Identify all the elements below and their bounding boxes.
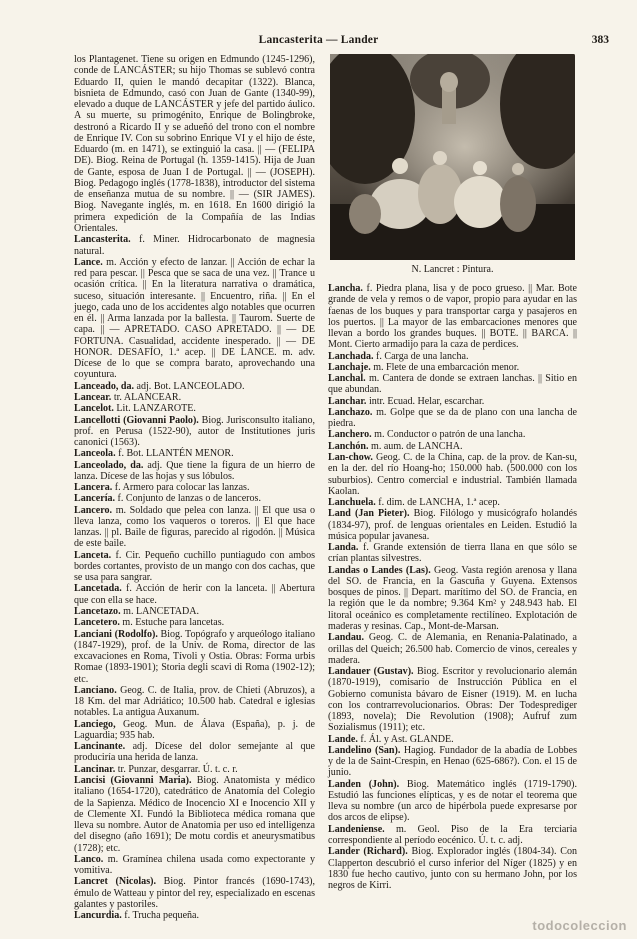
dictionary-entry bbox=[328, 632, 577, 666]
entry-definition: f. Grande extensión de tierra llana en que sólo se crían plantas silvestres. bbox=[328, 542, 578, 565]
watermark-logo: todocoleccion bbox=[532, 918, 627, 933]
entry-definition: m. aum. de LANCHA. bbox=[371, 440, 463, 452]
entry-definition: f. Cir. Pequeño cuchillo puntiagudo con ambos bordes cortantes, provisto de un mango con dos cachas, que se usa para sangrar. bbox=[74, 549, 315, 584]
dictionary-entry bbox=[328, 429, 577, 440]
entry-headword: Lanchero. bbox=[328, 429, 372, 441]
dictionary-entry bbox=[74, 910, 315, 921]
entry-headword: Lancha. bbox=[328, 283, 363, 294]
entry-headword: Lanciego, bbox=[74, 718, 116, 730]
entry-definition: f. Miner. Hidrocarbonato de magnesia natural. bbox=[74, 234, 316, 257]
entry-definition: Biog. Filólogo y musicógrafo holandés (1834-97), prof. de lenguas orientales en Leiden. Estudió la música popular javanesa. bbox=[328, 508, 577, 542]
entry-headword: Lanchaje. bbox=[328, 361, 371, 373]
entry-headword: Landa. bbox=[328, 542, 359, 554]
entry-definition: Biog. Jurisconsulto italiano, prof. en Perusa (1522-90), autor de Institutiones juris canonici (1563). bbox=[74, 414, 315, 449]
dictionary-entry bbox=[74, 719, 315, 742]
entry-definition: f. Ál. y Ast. GLANDE. bbox=[360, 733, 454, 745]
entry-headword: Landeniense. bbox=[328, 823, 385, 835]
dictionary-entry bbox=[74, 448, 315, 459]
entry-headword: Landau. bbox=[328, 632, 365, 644]
entry-definition: f. Piedra plana, lisa y de poco grueso. || Mar. Bote grande de vela y remos o de vapor, propio para ayudar en las faenas de los buques y para transportar carga y pasajeros en los puertos. || La mayor de las embarcaciones menores que llevan a bordo los grandes buques. || BOTE. || BARCA. || Mont. Cierto armadijo para la caza de perdices. bbox=[328, 283, 577, 351]
entry-definition: Biog. Explorador inglés (1804-34). Con Clapperton descubrió el curso inferior del Níger (1825) y en 1830 fue hecho cautivo, junto con su hermano John, por los negros de Kirri. bbox=[328, 846, 577, 892]
entry-definition: Geog. C. de la China, cap. de la prov. de Kan-su, en la der. del río Hoang-ho; 150.000 hab. (500.000 con los suburbios). Centro comercial e industrial. También llamada Kaolan. bbox=[328, 451, 578, 497]
entry-definition: f. Conjunto de lanzas o de lanceros. bbox=[117, 493, 261, 505]
entry-definition: Biog. Pintor francés (1690-1743), émulo de Watteau y pintor del rey, especializado en escenas galantes y pastoriles. bbox=[74, 876, 316, 910]
dictionary-entry bbox=[74, 257, 315, 381]
dictionary-entry bbox=[328, 373, 577, 396]
entry-definition: Hagiog. Fundador de la abadía de Lobbes y de la de Saint-Crespin, en Henao (625-686?). Con. el 15 de junio. bbox=[328, 744, 578, 779]
dictionary-entry bbox=[74, 583, 315, 606]
entry-definition: intr. Ecuad. Helar, escarchar. bbox=[368, 395, 485, 407]
dictionary-entry bbox=[74, 381, 315, 392]
dictionary-entry bbox=[74, 482, 315, 493]
entry-headword: Lancero. bbox=[74, 504, 113, 516]
entry-headword: Landauer (Gustav). bbox=[328, 666, 414, 678]
entry-headword: Lancasterita. bbox=[74, 234, 131, 246]
dictionary-entry bbox=[328, 441, 577, 452]
dictionary-entry bbox=[74, 54, 315, 234]
dictionary-entry bbox=[328, 452, 577, 497]
entry-definition: f. Bot. LLANTÉN MENOR. bbox=[118, 448, 234, 460]
dictionary-entry bbox=[74, 505, 315, 550]
entry-definition: tr. ALANCEAR. bbox=[113, 391, 182, 403]
entry-headword: Lanceado, da. bbox=[74, 380, 135, 392]
left-column bbox=[74, 54, 315, 921]
entry-headword: Lancurdia. bbox=[74, 910, 122, 922]
dictionary-entry bbox=[74, 764, 315, 775]
dictionary-entry bbox=[74, 460, 315, 483]
entry-definition: Geog. C. de Alemania, en Renania-Palatinado, a orillas del Queich; 26.500 hab. Comercio de vinos, cereales y madera. bbox=[328, 632, 577, 666]
entry-definition: adj. Que tiene la figura de un hierro de lanza. Dícese de las hojas y sus lóbulos. bbox=[74, 459, 316, 482]
dictionary-entry bbox=[328, 362, 577, 373]
entry-headword: Lanchar. bbox=[328, 395, 367, 407]
entry-headword: Lander (Richard). bbox=[328, 846, 408, 858]
dictionary-entry bbox=[74, 741, 315, 764]
entry-headword: Lanceta. bbox=[74, 549, 112, 561]
entry-definition: m. Soldado que pelea con lanza. || El que usa o lleva lanza, como los vaqueros o toreros. || El que hace lanzas. || pl. Baile de figuras, parecido al rigodón. || Música de este baile. bbox=[74, 504, 315, 550]
entry-definition: m. Estuche para lancetas. bbox=[122, 617, 225, 629]
dictionary-entry bbox=[74, 876, 315, 910]
dictionary-entry bbox=[74, 606, 315, 617]
entry-definition: los Plantagenet. Tiene su origen en Edmundo (1245-1296), conde de LANCÁSTER; su hijo Thomas se sublevó contra Eduardo II, quien le mandó decapitar (1322). Blanca, bisnieta de Edmundo, casó con Juan de Gante (1340-99), elevado a duque de LANCÁSTER y jefe del partido áulico. A su muerte, su primogénito, Enrique de Bolingbroke, destronó a Ricardo II y se adueñó del trono con el nombre de Enrique IV. Con su sobrino Enrique VI y el hijo de éste, Eduardo (m. en 1471), se extinguió la casa. || — (FELIPA DE). Biog. Reina de Portugal (h. 1359-1415). Hija de Juan de Gante, esposa de Juan I de Portugal. || — (JOSEPH). Biog. Pedagogo inglés (1778-1838), introductor del sistema de enseñanza mutua de su nombre. || — (SIR JAMES). Biog. Navegante inglés, m. en 1618. En 1600 dirigió la primera expedición de la Compañía de las Indias Orientales. bbox=[74, 54, 315, 234]
entry-headword: Lanceola. bbox=[74, 448, 116, 460]
entry-headword: Lancisi (Giovanni Maria). bbox=[74, 775, 192, 786]
entry-definition: Geog. Mun. de Álava (España), p. j. de Laguardia; 935 hab. bbox=[74, 718, 315, 741]
entry-headword: Lancetazo. bbox=[74, 606, 121, 618]
entry-definition: m. Flete de una embarcación menor. bbox=[373, 361, 520, 373]
entry-headword: Lanceolado, da. bbox=[74, 459, 144, 471]
entry-definition: f. Trucha pequeña. bbox=[124, 910, 200, 922]
entry-definition: f. dim. de LANCHA, 1.ª acep. bbox=[378, 497, 500, 509]
entry-definition: tr. Punzar, desgarrar. Ú. t. c. r. bbox=[117, 763, 238, 775]
entry-definition: Biog. Matemático inglés (1719-1790). Estudió las funciones elípticas, y es de notar el teorema que lleva su nombre (un arco de hipérbola puede expresarse por dos arcos de elipse). bbox=[328, 778, 577, 824]
dictionary-entry bbox=[74, 685, 315, 719]
entry-headword: Lan-chow. bbox=[328, 451, 373, 463]
dictionary-entry bbox=[328, 396, 577, 407]
entry-headword: Lanciano. bbox=[74, 684, 117, 696]
page-number: 383 bbox=[591, 34, 609, 46]
lancret-painting bbox=[330, 54, 575, 260]
entry-headword: Landas o Landes (Las). bbox=[328, 564, 431, 576]
entry-headword: Lance. bbox=[74, 256, 103, 268]
dictionary-entry bbox=[328, 779, 577, 824]
entry-headword: Lanchada. bbox=[328, 350, 374, 362]
right-column bbox=[328, 283, 577, 891]
painting-caption: N. Lancret : Pintura. bbox=[411, 264, 494, 275]
entry-definition: m. Gramínea chilena usada como expectorante y vomitiva. bbox=[74, 853, 315, 877]
entry-definition: m. LANCETADA. bbox=[123, 606, 200, 618]
dictionary-entry bbox=[328, 407, 577, 430]
entry-headword: Lancinante. bbox=[74, 741, 126, 753]
entry-headword: Lanchón. bbox=[328, 440, 369, 452]
entry-headword: Lancret (Nicolas). bbox=[74, 876, 156, 888]
dictionary-entry bbox=[74, 493, 315, 504]
dictionary-entry bbox=[74, 403, 315, 414]
entry-headword: Lancetada. bbox=[74, 583, 122, 595]
entry-definition: adj. Dícese del dolor semejante al que produciría una herida de lanza. bbox=[74, 741, 315, 764]
dictionary-entry bbox=[74, 775, 315, 854]
entry-headword: Lanchazo. bbox=[328, 406, 373, 418]
dictionary-entry bbox=[74, 234, 315, 257]
entry-definition: m. Acción y efecto de lanzar. || Acción de echar la red para pescar. || Pesca que se saca de una vez. || Trance u ocasión crítica. || En la literatura narrativa o dramática, suceso, situación interesante. || Encuentro, riña. || En el juego, cada uno de los accidentes algo notables que ocurren en él. || Arma lanzada por la ballesta. || Taurom. Suerte de capa. || — APRETADO. CASO APRETADO. || — DE FORTUNA. Casualidad, accidente inesperado. || — DE HONOR. DESAFÍO, 1.ª acep. || DE LANCE. m. adv. Dícese de lo que se compra barato, aprovechando una coyuntura. bbox=[74, 256, 316, 381]
entry-headword: Lancetero. bbox=[74, 617, 120, 629]
entry-definition: f. Armero para colocar las lanzas. bbox=[114, 482, 250, 494]
entry-headword: Lancear. bbox=[74, 391, 112, 403]
entry-headword: Lancellotti (Giovanni Paolo). bbox=[74, 414, 199, 426]
dictionary-entry bbox=[328, 666, 577, 734]
dictionary-entry bbox=[328, 824, 577, 847]
entry-definition: Biog. Anatomista y médico italiano (1654-1720), catedrático de Anatomía del Colegio de la Sapienza. Médico de Inocencio XI e Inocencio XII y de Clemente XI. Fundó la Biblioteca médica romana que lleva su nombre. Autor de Anatomia per uso ed intelligenza del disegno (año 1691); De motu cordis et aneurysmatibus (1728); etc. bbox=[74, 775, 315, 854]
entry-definition: m. Golpe que se da de plano con una lancha de piedra. bbox=[328, 406, 577, 430]
dictionary-entry bbox=[74, 629, 315, 685]
dictionary-entry bbox=[328, 283, 577, 351]
entry-definition: m. Conductor o patrón de una lancha. bbox=[374, 429, 526, 441]
running-head: Lancasterita — Lander bbox=[258, 34, 379, 46]
entry-headword: Lancería. bbox=[74, 493, 116, 505]
dictionary-entry bbox=[328, 351, 577, 362]
entry-headword: Lanco. bbox=[74, 853, 104, 865]
entry-headword: Lande. bbox=[328, 733, 358, 745]
entry-headword: Landen (John). bbox=[328, 778, 400, 790]
dictionary-entry bbox=[74, 854, 315, 877]
dictionary-entry bbox=[74, 415, 315, 449]
dictionary-entry bbox=[328, 745, 577, 779]
dictionary-entry bbox=[328, 734, 577, 745]
dictionary-entry bbox=[74, 392, 315, 403]
entry-headword: Lanciani (Rodolfo). bbox=[74, 628, 158, 640]
entry-definition: Biog. Topógrafo y arqueólogo italiano (1847-1929), prof. de la Univ. de Roma, director de las excavaciones en Roma, Tívoli y Ostia. Obras: Forma urbis Romae (1893-1901); Storia degli scavi di Roma (1902-12); etc. bbox=[74, 628, 315, 685]
dictionary-entry bbox=[328, 497, 577, 508]
entry-headword: Lanchuela. bbox=[328, 497, 376, 509]
dictionary-entry bbox=[74, 550, 315, 584]
entry-definition: f. Acción de herir con la lanceta. || Abertura que con ella se hace. bbox=[74, 583, 315, 606]
entry-headword: Land (Jan Pieter). bbox=[328, 508, 410, 520]
entry-definition: Biog. Escritor y revolucionario alemán (1870-1919), comisario de Instrucción Pública en el Gobierno comunista bávaro de Eisner (1919). M. en lucha con los contrarrevolucionarios. Obras: Der Todesprediger (1893, novela); Die Revolution (1908); Aufruf zum Sozialismus (1911); etc. bbox=[328, 666, 578, 734]
entry-definition: Geog. Vasta región arenosa y llana del SO. de Francia, en la Gascuña y Guyena. Extensos bosques de pinos. || Depart. marítimo del SO. de Francia, en la región que le da nombre; 9.364 Km² y 248.943 hab. El litoral oceánico es completamente rectilíneo. Explotación de maderas y resinas. Cap., Mont-de-Marsan. bbox=[328, 564, 578, 632]
entry-definition: m. Geol. Piso de la Era terciaria correspondiente al período eocénico. Ú. t. c. adj. bbox=[328, 823, 577, 847]
entry-definition: m. Cantera de donde se extraen lanchas. || Sitio en que abundan. bbox=[328, 373, 577, 396]
entry-headword: Lancelot. bbox=[74, 403, 114, 415]
page-header bbox=[0, 34, 637, 50]
dictionary-entry bbox=[74, 617, 315, 628]
entry-definition: Geog. C. de Italia, prov. de Chieti (Abruzos), a 18 Km. del mar Adriático; 10.500 hab. Catedral e iglesias notables. La antigua Auxanum. bbox=[74, 684, 316, 719]
dictionary-entry bbox=[328, 565, 577, 633]
entry-definition: Lit. LANZAROTE. bbox=[116, 403, 196, 415]
entry-headword: Lancinar. bbox=[74, 763, 116, 775]
entry-headword: Lancera. bbox=[74, 482, 113, 494]
painting-image bbox=[330, 54, 575, 260]
entry-definition: adj. Bot. LANCEOLADO. bbox=[136, 380, 245, 392]
dictionary-entry bbox=[328, 542, 577, 565]
dictionary-entry bbox=[328, 846, 577, 891]
dictionary-entry bbox=[328, 508, 577, 542]
entry-headword: Landelino (San). bbox=[328, 744, 401, 756]
entry-definition: f. Carga de una lancha. bbox=[376, 350, 469, 362]
entry-headword: Lanchal. bbox=[328, 373, 366, 385]
